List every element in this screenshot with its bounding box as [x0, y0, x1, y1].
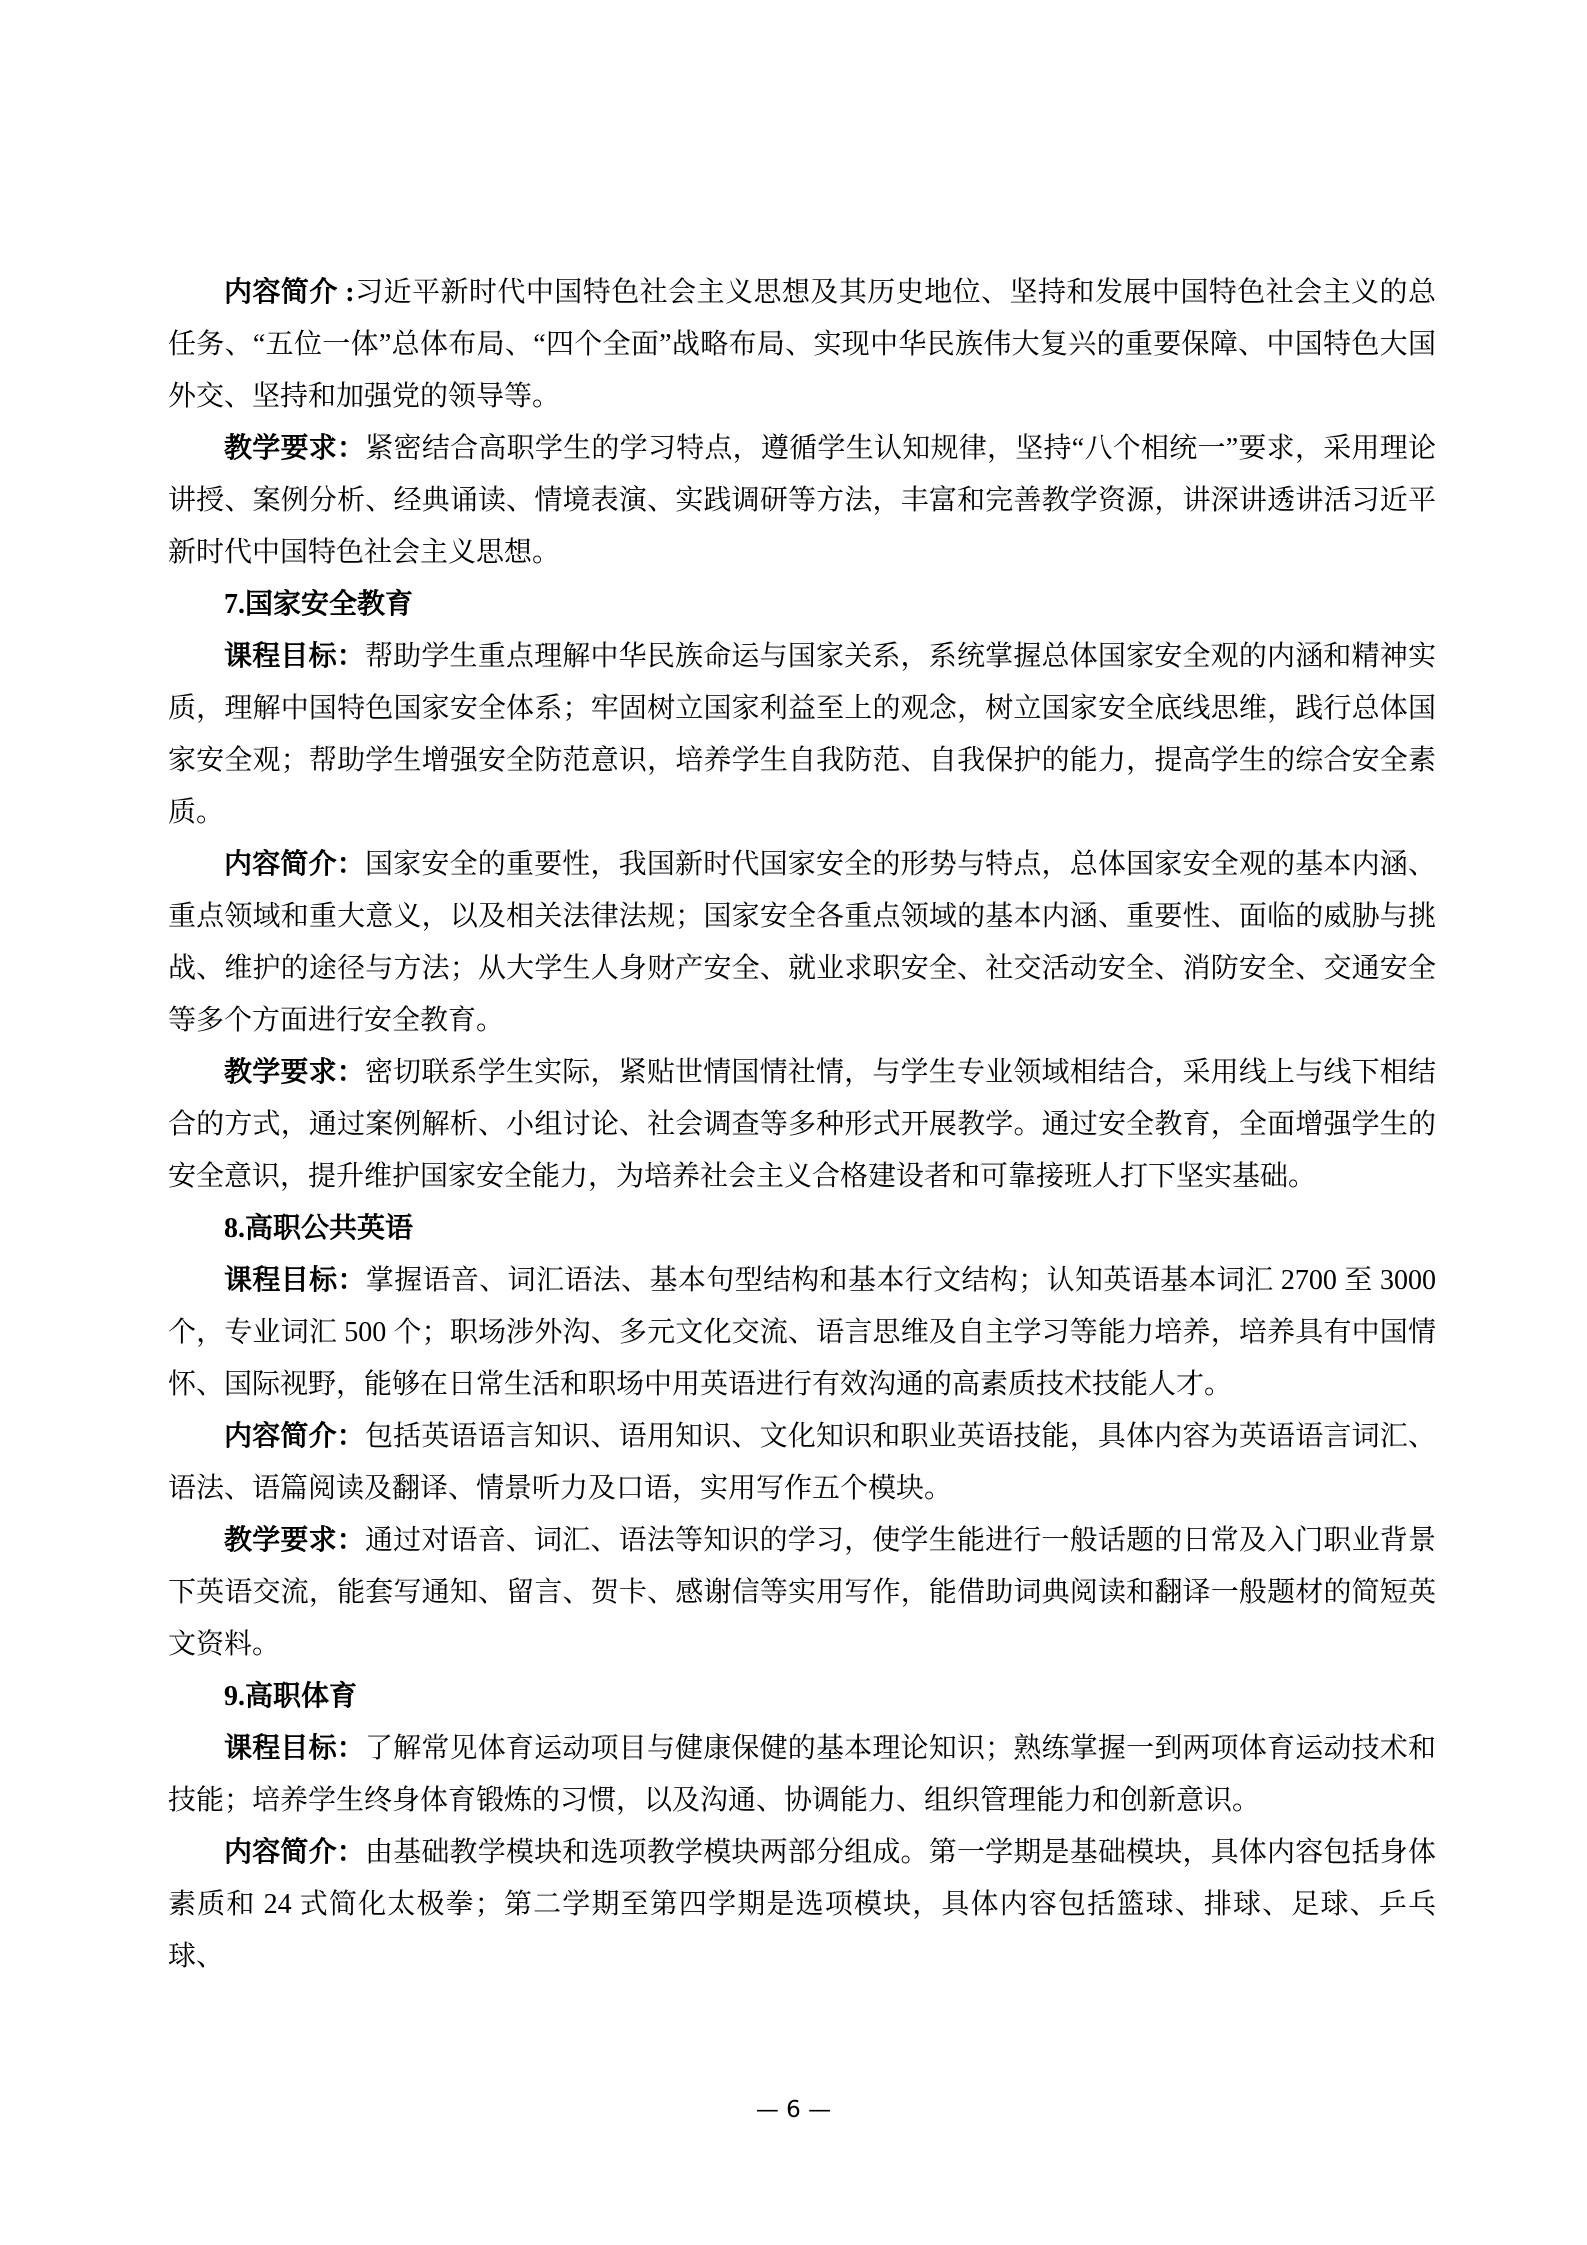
paragraph-label: 内容简介 : [224, 277, 355, 308]
paragraph-text: 通过对语音、词汇、语法等知识的学习，使学生能进行一般话题的日常及入门职业背景下英语交流，能套写通知、留言、贺卡、感谢信等实用写作，能借助词典阅读和翻译一般题材的简短英文资料。 [168, 1525, 1436, 1660]
paragraph [168, 1827, 1436, 1983]
paragraph-text: 帮助学生重点理解中华民族命运与国家关系，系统掌握总体国家安全观的内涵和精神实质，理解中国特色国家安全体系；牢固树立国家利益至上的观念，树立国家安全底线思维，践行总体国家安全观；帮助学生增强安全防范意识，培养学生自我防范、自我保护的能力，提高学生的综合安全素质。 [168, 641, 1436, 828]
section-heading-7: 7.国家安全教育 [224, 589, 414, 620]
paragraph [168, 839, 1436, 1047]
page-number: — 6 — [755, 2097, 832, 2123]
paragraph-label: 教学要求： [224, 433, 366, 464]
paragraph [168, 423, 1436, 579]
paragraph-text: 掌握语音、词汇语法、基本句型结构和基本行文结构；认知英语基本词汇 2700 至 3000 个，专业词汇 500 个；职场涉外沟、多元文化交流、语言思维及自主学习等能力培养，培养具有中国情怀、国际视野，能够在日常生活和职场中用英语进行有效沟通的高素质技术技能人才。 [168, 1265, 1436, 1400]
paragraph-label: 内容简介： [224, 1421, 365, 1452]
paragraph-text: 由基础教学模块和选项教学模块两部分组成。第一学期是基础模块，具体内容包括身体素质和 24 式简化太极拳；第二学期至第四学期是选项模块，具体内容包括篮球、排球、足球、乒乓球、 [168, 1837, 1436, 1972]
paragraph-label: 内容简介： [224, 1837, 365, 1868]
paragraph-text: 包括英语语言知识、语用知识、文化知识和职业英语技能，具体内容为英语语言词汇、语法、语篇阅读及翻译、情景听力及口语，实用写作五个模块。 [168, 1421, 1436, 1504]
paragraph [168, 1723, 1436, 1827]
paragraph [168, 1047, 1436, 1203]
paragraph-label: 课程目标： [224, 1265, 366, 1296]
paragraph-text: 紧密结合高职学生的学习特点，遵循学生认知规律，坚持“八个相统一”要求，采用理论讲授、案例分析、经典诵读、情境表演、实践调研等方法，丰富和完善教学资源，讲深讲透讲活习近平新时代中国特色社会主义思想。 [168, 433, 1436, 568]
section-heading-9: 9.高职体育 [224, 1681, 358, 1712]
section-heading-8: 8.高职公共英语 [224, 1213, 414, 1244]
paragraph-text: 国家安全的重要性，我国新时代国家安全的形势与特点，总体国家安全观的基本内涵、重点领域和重大意义，以及相关法律法规；国家安全各重点领域的基本内涵、重要性、面临的威胁与挑战、维护的途径与方法；从大学生人身财产安全、就业求职安全、社交活动安全、消防安全、交通安全等多个方面进行安全教育。 [168, 849, 1436, 1036]
paragraph [168, 1255, 1436, 1411]
paragraph-label: 教学要求： [224, 1057, 365, 1088]
paragraph-text: 习近平新时代中国特色社会主义思想及其历史地位、坚持和发展中国特色社会主义的总任务、“五位一体”总体布局、“四个全面”战略布局、实现中华民族伟大复兴的重要保障、中国特色大国外交、坚持和加强党的领导等。 [168, 277, 1437, 412]
paragraph-text: 密切联系学生实际，紧贴世情国情社情，与学生专业领域相结合，采用线上与线下相结合的方式，通过案例解析、小组讨论、社会调查等多种形式开展教学。通过安全教育，全面增强学生的安全意识，提升维护国家安全能力，为培养社会主义合格建设者和可靠接班人打下坚实基础。 [168, 1057, 1436, 1192]
paragraph-label: 课程目标： [224, 1733, 365, 1764]
paragraph [168, 267, 1436, 423]
paragraph [168, 631, 1436, 839]
paragraph-label: 内容简介： [224, 849, 365, 880]
paragraph-label: 课程目标： [224, 641, 365, 672]
paragraph-text: 了解常见体育运动项目与健康保健的基本理论知识；熟练掌握一到两项体育运动技术和技能；培养学生终身体育锻炼的习惯，以及沟通、协调能力、组织管理能力和创新意识。 [168, 1733, 1436, 1816]
document-body [168, 267, 1436, 1983]
paragraph [168, 1515, 1436, 1671]
paragraph [168, 1411, 1436, 1515]
paragraph-label: 教学要求： [224, 1525, 365, 1556]
